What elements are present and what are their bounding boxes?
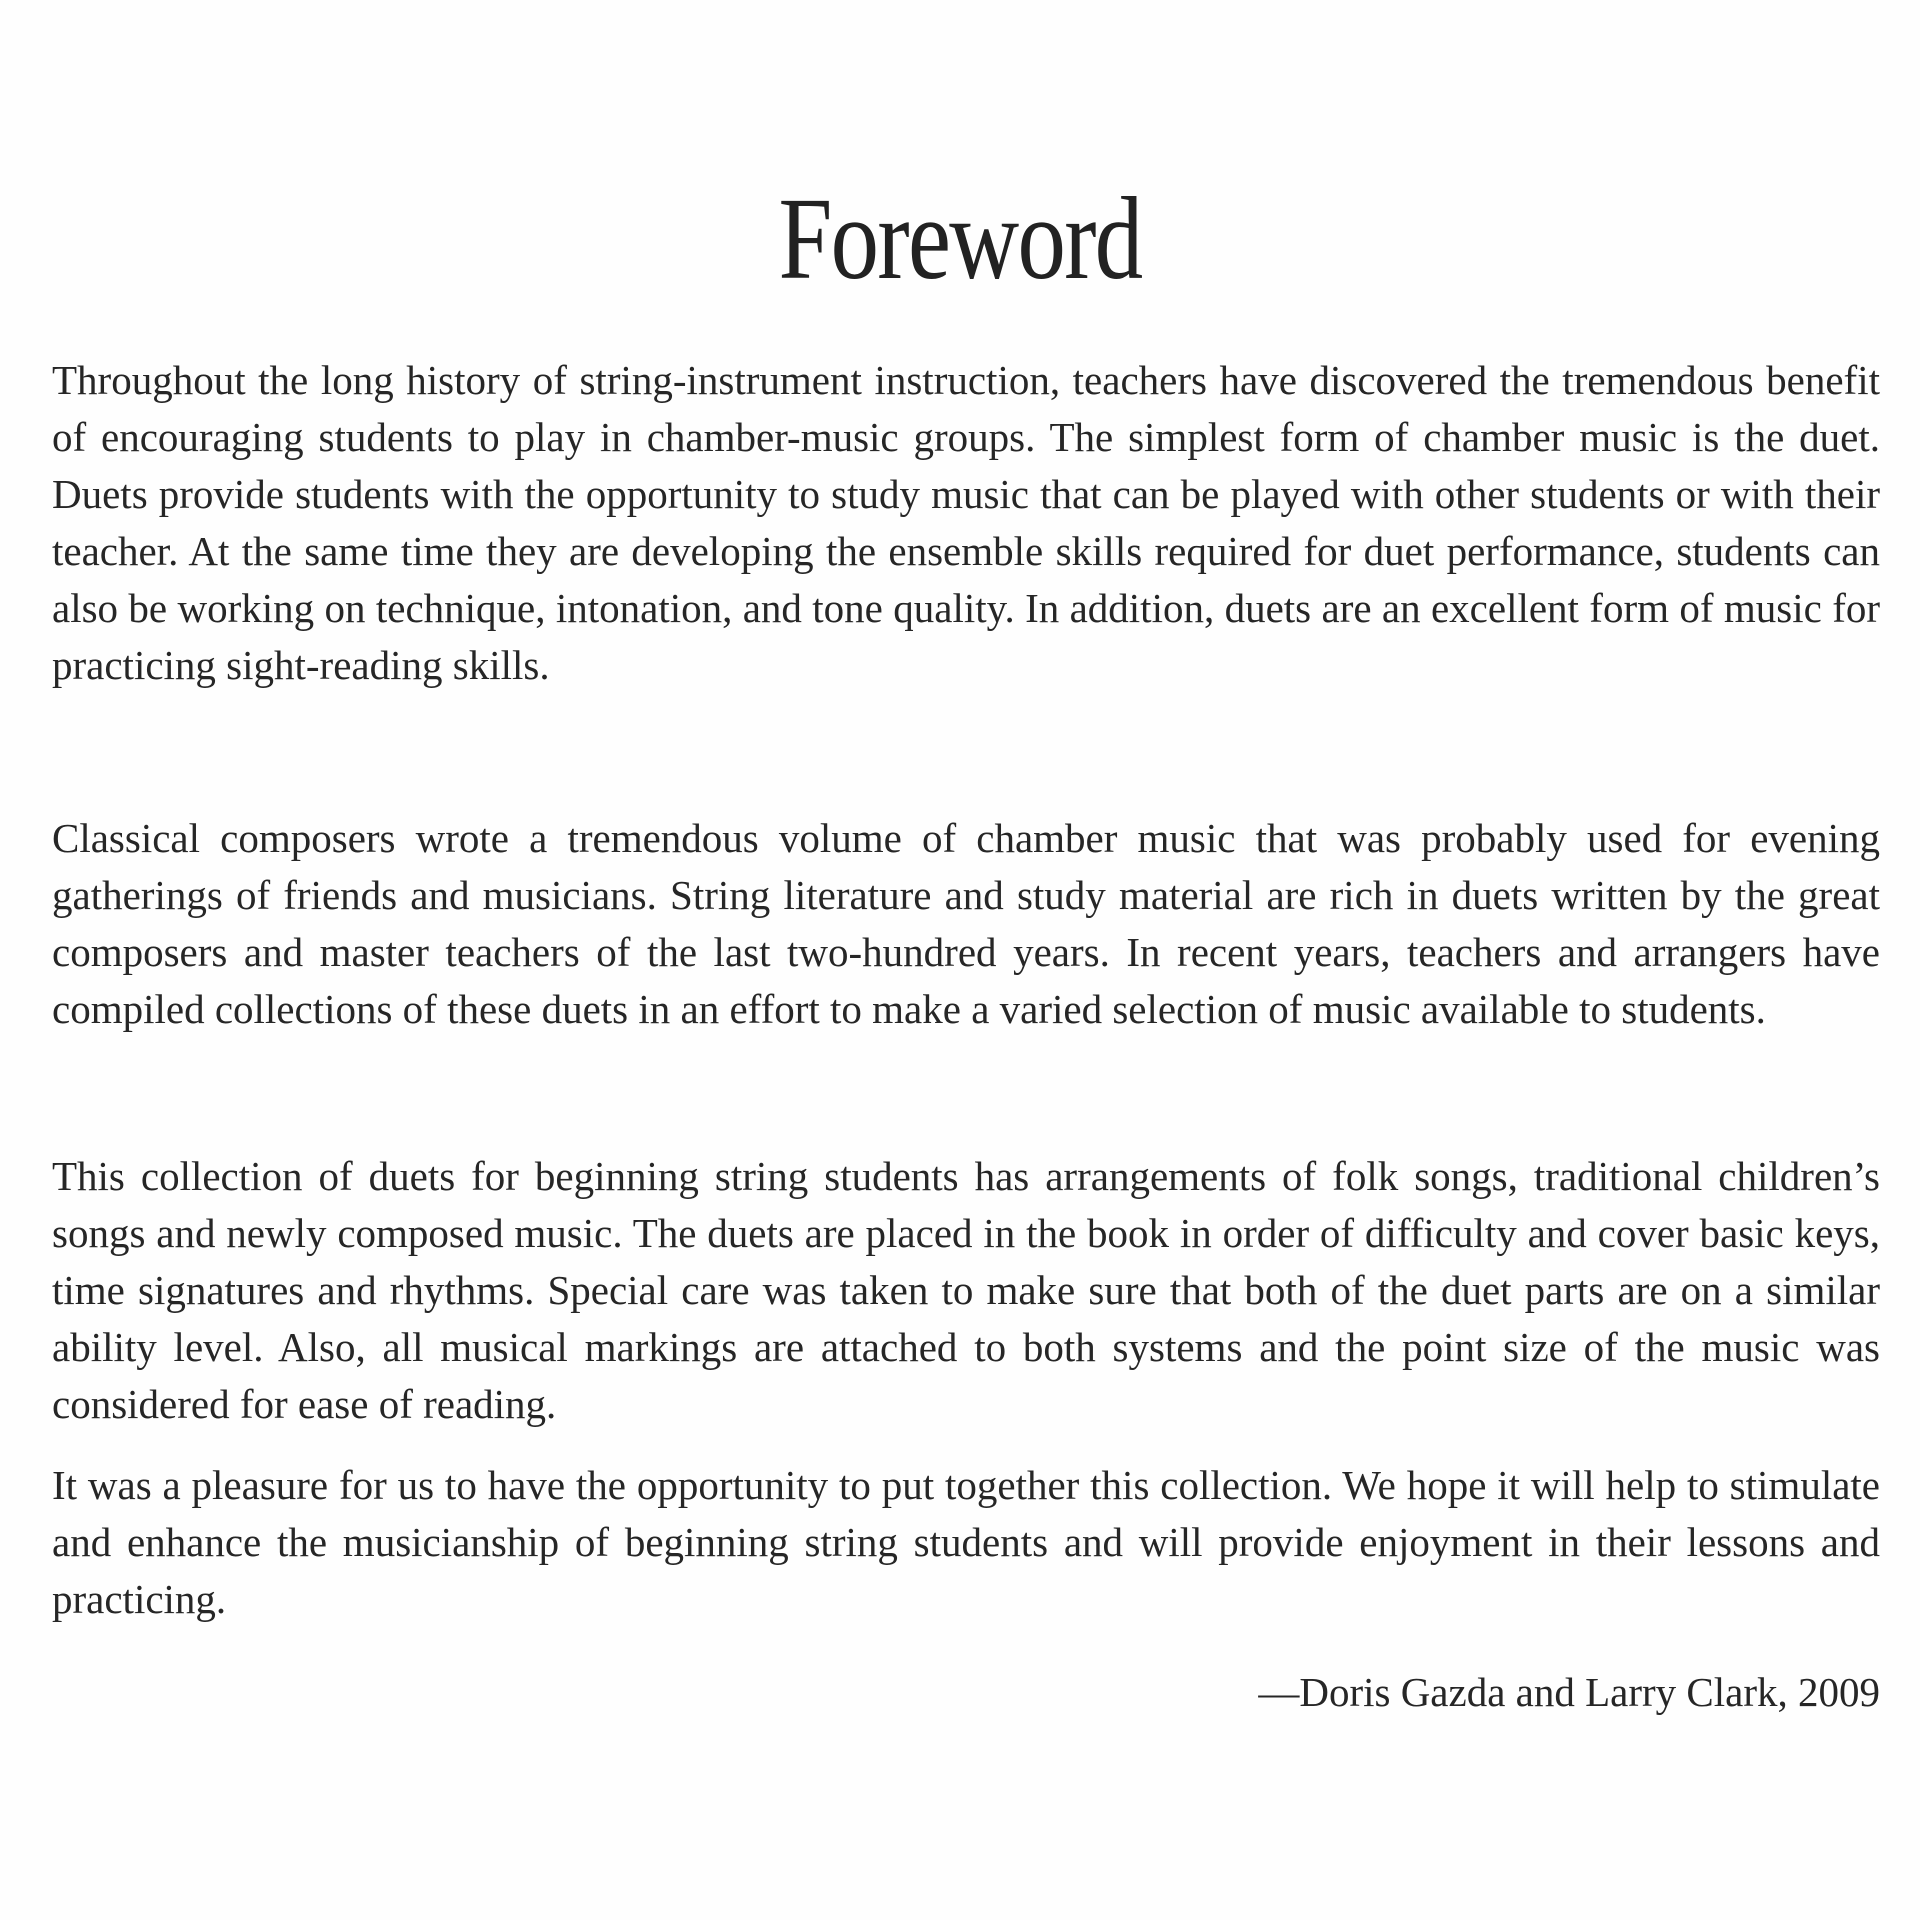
paragraph-1: Throughout the long history of string-instrument instruction, teachers have discovered the tremendous benefit of encouraging students to play in chamber-music groups. The simplest form of chamber music is the duet. Duets provide students with the opportunity to study music that can be played with other students or with their teacher. At the same time they are developing the ensemble skills required for duet performance, students can also be working on technique, intonation, and tone quality. In addition, duets are an excellent form of music for practicing sight-reading skills. xyxy=(52,357,1880,688)
page-title: Foreword xyxy=(778,173,1142,304)
signature-line: —Doris Gazda and Larry Clark, 2009 xyxy=(1258,1669,1880,1715)
paragraph-4: It was a pleasure for us to have the opportunity to put together this collection. We hope it will help to stimulate and enhance the musicianship of beginning string students and will provide enjoyment in their lessons and practicing. xyxy=(52,1462,1880,1622)
paragraph-3: This collection of duets for beginning string students has arrangements of folk songs, traditional children’s songs and newly composed music. The duets are placed in the book in order of difficulty and cover basic keys, time signatures and rhythms. Special care was taken to make sure that both of the duet parts are on a similar ability level. Also, all musical markings are attached to both systems and the point size of the music was considered for ease of reading. xyxy=(52,1153,1880,1427)
paragraph-2: Classical composers wrote a tremendous volume of chamber music that was probably used for evening gatherings of friends and musicians. String literature and study material are rich in duets written by the great composers and master teachers of the last two-hundred years. In recent years, teachers and arrangers have compiled collections of these duets in an effort to make a varied selection of music available to students. xyxy=(52,815,1880,1032)
